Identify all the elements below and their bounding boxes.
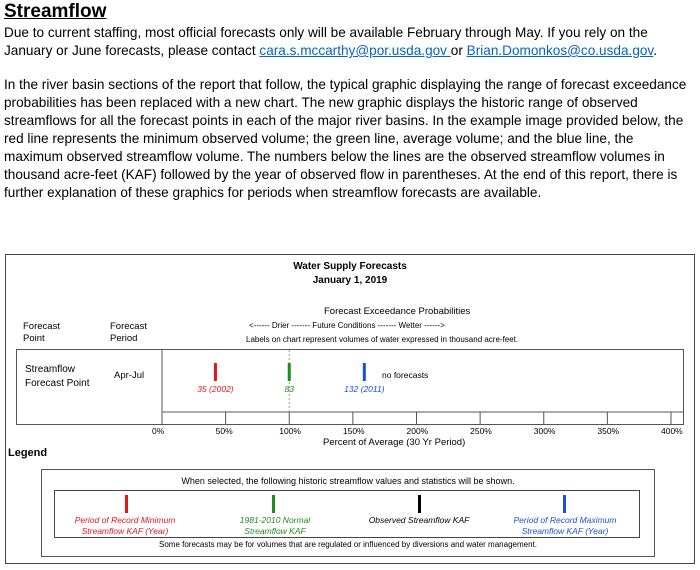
x-tick-label: 250% (470, 426, 492, 436)
water-supply-figure (5, 254, 695, 564)
staffing-paragraph (4, 24, 694, 60)
legend-max-line1: Period of Record Maximum (513, 515, 617, 525)
legend-note: When selected, the following historic streamflow values and statistics will be shown. (181, 476, 515, 486)
legend-max-line2: Streamflow KAF (Year) (521, 526, 609, 536)
legend-footnote: Some forecasts may be for volumes that are regulated or influenced by diversions and water management. (159, 540, 537, 549)
description-paragraph: In the river basin sections of the report that follow, the typical graphic displaying the range of forecast exceedance probabilities has been replaced with a new chart. The new graphic displays the historic range of observed streamflows for all the forecast points in each of the major river basins. In the example image provided below, the red line represents the minimum observed volume; the green line, average volume; and the blue line, the maximum observed streamflow volume. The numbers below the lines are the observed streamflow volumes in thousand acre-feet (KAF) followed by the year of observed flow in parentheses. At the end of this report, there is further explanation of these graphics for periods when streamflow forecasts are available. (4, 77, 687, 200)
legend-normal-line2: Streamflow KAF (244, 526, 306, 536)
email-link-domonkos[interactable]: Brian.Domonkos@co.usda.gov (466, 43, 654, 58)
legend-normal-bar (272, 495, 275, 513)
labels-note: Labels on chart represent volumes of water expressed in thousand acre-feet. (246, 335, 519, 344)
figure-date: January 1, 2019 (312, 275, 388, 286)
chart-plot (17, 350, 683, 424)
legend-min-line2: Streamflow KAF (Year) (81, 526, 169, 536)
series-label-1: 83 (284, 384, 294, 394)
x-tick-label: 0% (152, 426, 165, 436)
x-tick-label: 350% (597, 426, 620, 436)
series-bar-1 (288, 363, 291, 381)
chart-box (16, 349, 684, 436)
legend-min-line1: Period of Record Minimum (74, 515, 176, 525)
x-tick-label: 50% (215, 426, 233, 436)
exceedance-title: Forecast Exceedance Probabilities (324, 306, 471, 317)
legend-normal-line1: 1981-2010 Normal (239, 515, 311, 525)
col-forecast-period-2: Period (110, 333, 138, 344)
x-axis-label: Percent of Average (30 Yr Period) (323, 437, 466, 448)
drier-wetter-scale: <------ Drier ------- Future Conditions ------- Wetter ------> (249, 321, 445, 330)
legend-normal-label (205, 515, 345, 537)
staffing-or: or (450, 43, 467, 58)
legend-box (41, 469, 655, 557)
legend-min-label (55, 515, 195, 537)
figure-title: Water Supply Forecasts (293, 261, 407, 272)
series-bar-2 (363, 363, 366, 381)
no-forecasts-label: no forecasts (382, 370, 429, 380)
legend-min-bar (125, 495, 128, 513)
row-period: Apr-Jul (114, 370, 145, 381)
legend-items (54, 490, 640, 538)
x-tick-label: 100% (279, 426, 301, 436)
x-tick-label: 400% (661, 426, 683, 436)
x-tick-label: 200% (406, 426, 429, 436)
series-label-0: 35 (2002) (197, 384, 234, 394)
legend-observed-label (349, 515, 489, 526)
row-label-1: Streamflow (25, 364, 76, 375)
document (4, 0, 694, 202)
section-heading: Streamflow (4, 1, 107, 22)
col-forecast-point-1: Forecast (23, 321, 60, 332)
series-label-2: 132 (2011) (344, 384, 385, 394)
staffing-text: Due to current staffing, most official forecasts only will be available February through May. If you rely on the January or June forecasts, please contact (4, 25, 648, 58)
col-forecast-point-2: Point (23, 333, 45, 344)
legend-observed-bar (418, 495, 421, 513)
x-tick-label: 150% (342, 426, 365, 436)
legend-max-label (495, 515, 635, 537)
staffing-end: . (653, 43, 658, 58)
col-forecast-period-1: Forecast (110, 321, 147, 332)
x-tick-label: 300% (533, 426, 556, 436)
series-bar-0 (214, 363, 217, 381)
row-label-2: Forecast Point (25, 378, 90, 389)
email-link-mccarthy[interactable]: cara.s.mccarthy@por.usda.gov (259, 43, 451, 58)
legend-max-bar (563, 495, 566, 513)
legend-observed-line1: Observed Streamflow KAF (368, 515, 470, 525)
legend-heading: Legend (8, 447, 48, 459)
